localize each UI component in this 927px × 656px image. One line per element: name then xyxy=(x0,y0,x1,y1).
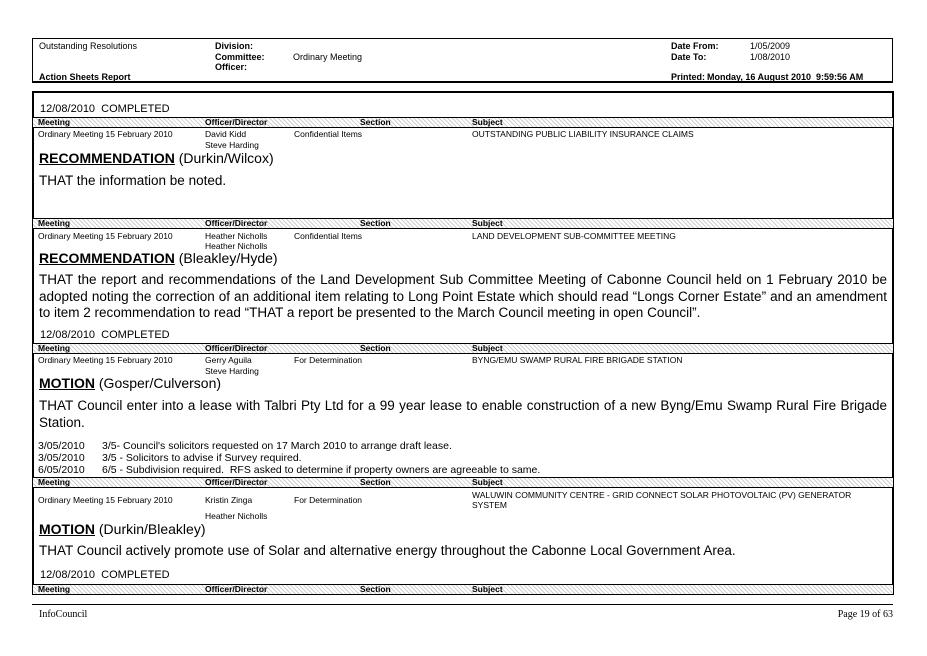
page-number: Page 19 of 63 xyxy=(837,609,893,620)
item-officer: David Kidd xyxy=(205,129,247,139)
col-officer: Officer/Director xyxy=(205,117,268,127)
item-section: For Determination xyxy=(294,355,363,365)
item-officer: Heather Nicholls xyxy=(205,231,268,241)
col-section: Section xyxy=(360,584,391,594)
report-title: Outstanding Resolutions xyxy=(39,41,138,51)
footer-app-name: InfoCouncil xyxy=(39,609,88,620)
action-note: 6/5 - Subdivision required. RFS asked to determine if property owners are agreeable to same. xyxy=(102,464,541,476)
item-heading xyxy=(39,375,221,391)
heading-movers: (Durkin/Bleakley) xyxy=(95,521,206,537)
item-heading xyxy=(39,250,278,266)
committee-label: Committee: xyxy=(215,52,265,62)
col-section: Section xyxy=(360,117,391,127)
date-from-label: Date From: xyxy=(671,41,719,51)
col-officer: Officer/Director xyxy=(205,584,268,594)
item-resolution-text: THAT Council enter into a lease with Talbri Pty Ltd for a 99 year lease to enable construction of a new Byng/Emu Swamp Rural Fire Brigade Station. xyxy=(39,398,887,430)
column-header-row xyxy=(33,584,893,595)
item-resolution-text: THAT the information be noted. xyxy=(39,173,227,188)
column-header-row xyxy=(33,117,893,128)
committee-value: Ordinary Meeting xyxy=(293,52,363,62)
printed-value: Monday, 16 August 2010 9:59:56 AM xyxy=(707,72,864,82)
action-note: 3/5- Council's solicitors requested on 17 March 2010 to arrange draft lease. xyxy=(102,440,452,452)
item-officer: Kristin Zinga xyxy=(205,495,253,505)
col-section: Section xyxy=(360,343,391,353)
item-subject: WALUWIN COMMUNITY CENTRE - GRID CONNECT SOLAR PHOTOVOLTAIC (PV) GENERATOR SYSTEM xyxy=(472,490,852,510)
col-subject: Subject xyxy=(472,477,503,487)
action-date: 3/05/2010 xyxy=(38,452,85,464)
col-meeting: Meeting xyxy=(38,584,71,594)
column-header-row xyxy=(33,218,893,229)
date-to-label: Date To: xyxy=(671,52,707,62)
item-section: For Determination xyxy=(294,495,363,505)
item-subject: OUTSTANDING PUBLIC LIABILITY INSURANCE CLAIMS xyxy=(472,129,694,139)
col-meeting: Meeting xyxy=(38,343,71,353)
col-meeting: Meeting xyxy=(38,477,71,487)
col-officer: Officer/Director xyxy=(205,218,268,228)
heading-type: MOTION xyxy=(39,375,95,391)
col-section: Section xyxy=(360,477,391,487)
column-header-row xyxy=(33,477,893,488)
division-label: Division: xyxy=(215,41,254,51)
col-officer: Officer/Director xyxy=(205,477,268,487)
heading-type: MOTION xyxy=(39,521,95,537)
item-officer: Heather Nicholls xyxy=(205,241,268,251)
col-meeting: Meeting xyxy=(38,218,71,228)
heading-movers: (Bleakley/Hyde) xyxy=(174,250,278,266)
item-meeting: Ordinary Meeting 15 February 2010 xyxy=(38,495,173,505)
item-meeting: Ordinary Meeting 15 February 2010 xyxy=(38,129,173,139)
heading-movers: (Durkin/Wilcox) xyxy=(174,150,274,166)
status-completed: 12/08/2010 COMPLETED xyxy=(40,569,170,581)
footer-divider xyxy=(32,604,893,605)
officer-label: Officer: xyxy=(215,62,248,72)
item-subject: BYNG/EMU SWAMP RURAL FIRE BRIGADE STATION xyxy=(472,355,683,365)
col-subject: Subject xyxy=(472,218,503,228)
item-meeting: Ordinary Meeting 15 February 2010 xyxy=(38,231,173,241)
item-subject: LAND DEVELOPMENT SUB-COMMITTEE MEETING xyxy=(472,231,676,241)
action-note: 3/5 - Solicitors to advise if Survey required. xyxy=(102,452,302,464)
item-officer: Gerry Aguila xyxy=(205,355,252,365)
col-officer: Officer/Director xyxy=(205,343,268,353)
col-section: Section xyxy=(360,218,391,228)
item-officer: Steve Harding xyxy=(205,366,259,376)
status-completed: 12/08/2010 COMPLETED xyxy=(40,329,170,341)
col-subject: Subject xyxy=(472,584,503,594)
date-from-value: 1/05/2009 xyxy=(750,41,791,51)
action-date: 3/05/2010 xyxy=(38,440,85,452)
action-date: 6/05/2010 xyxy=(38,464,85,476)
printed-label: Printed: xyxy=(671,72,706,82)
heading-type: RECOMMENDATION xyxy=(39,250,175,266)
item-section: Confidential Items xyxy=(294,231,363,241)
heading-movers: (Gosper/Culverson) xyxy=(95,375,222,391)
item-resolution-text: THAT Council actively promote use of Solar and alternative energy throughout the Cabonne Local Government Area. xyxy=(39,543,736,558)
date-to-value: 1/08/2010 xyxy=(750,52,791,62)
item-meeting: Ordinary Meeting 15 February 2010 xyxy=(38,355,173,365)
item-officer: Heather Nicholls xyxy=(205,511,268,521)
col-subject: Subject xyxy=(472,343,503,353)
item-resolution-text: THAT the report and recommendations of the Land Development Sub Committee Meeting of Cabonne Council held on 1 February 2010 be adopted noting the correction of an additional item relating to Long Point Estate which should read “Longs Corner Estate” and an amendment to item 2 recommendation to read “THAT a report be presented to the March Council meeting in open Council”. xyxy=(39,272,887,320)
col-meeting: Meeting xyxy=(38,117,71,127)
report-name: Action Sheets Report xyxy=(39,72,131,82)
col-subject: Subject xyxy=(472,117,503,127)
item-section: Confidential Items xyxy=(294,129,363,139)
item-officer: Steve Harding xyxy=(205,140,259,150)
column-header-row xyxy=(33,343,893,354)
status-completed: 12/08/2010 COMPLETED xyxy=(40,103,170,115)
heading-type: RECOMMENDATION xyxy=(39,150,175,166)
item-heading xyxy=(39,521,205,537)
item-heading xyxy=(39,150,274,166)
